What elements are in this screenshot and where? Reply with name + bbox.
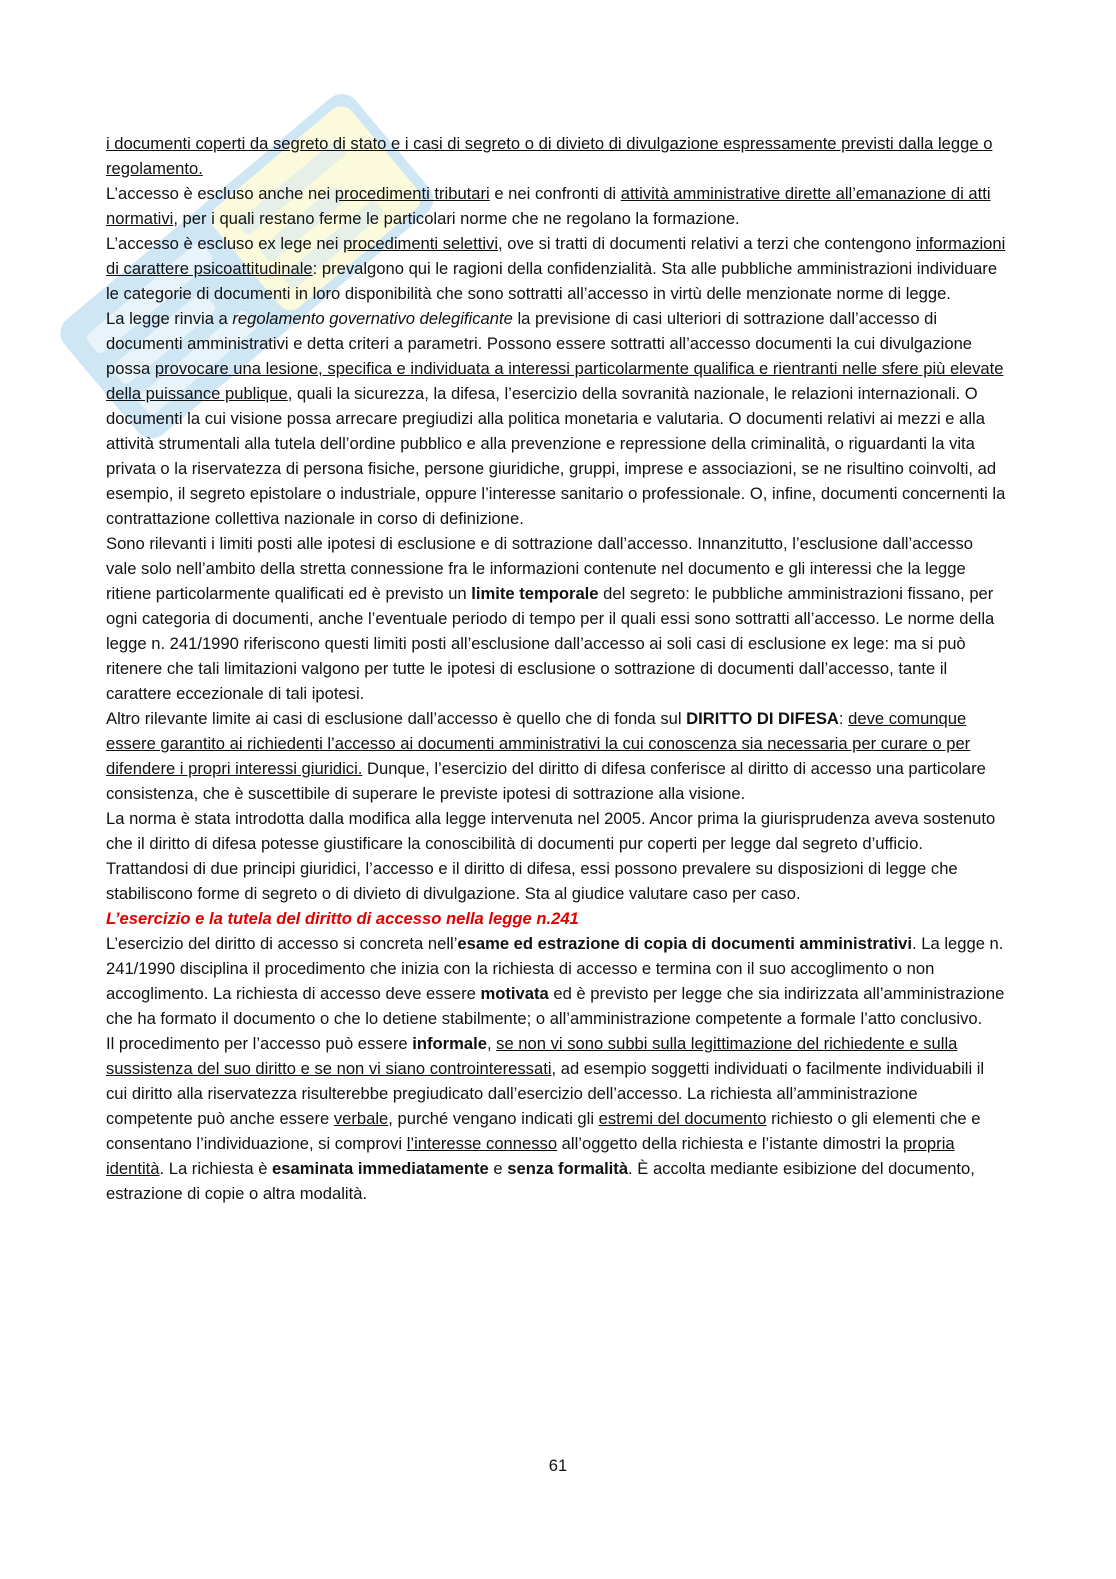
paragraph — [106, 181, 1006, 231]
text-segment: Sono rilevanti i limiti posti alle ipotesi di esclusione e di sottrazione dall’accesso. Innanzitutto, l’esclusione dall’accesso vale solo nell’ambito della stretta connessione fra le informazioni contenute nel documento e gli interessi che la legge ritiene particolarmente qualificati ed è previsto un — [106, 534, 974, 603]
paragraph — [106, 131, 1006, 181]
text-segment: del segreto: le pubbliche amministrazioni fissano, per ogni categoria di documenti, anche l’eventuale periodo di tempo per il quali essi sono sottratti all’accesso. Le norme della legge n. 241/1990 riferiscono questi limiti posti all’esclusione dall’accesso ai soli casi di esclusione ex lege: ma si può ritenere che tali limitazioni valgono per tutte le ipotesi di esclusione o sottrazione di documenti dall’accesso, tante il carattere eccezionale di tali ipotesi. — [106, 584, 995, 703]
text-segment: regolamento governativo delegificante — [232, 309, 513, 328]
text-segment: , ove si tratti di documenti relativi a terzi che contengono — [498, 234, 916, 253]
text-segment: ed è previsto per legge che sia indirizzata all’amministrazione che ha formato il documento o che lo detiene stabilmente; o all’amministrazione competente a formale l’atto conclusivo. — [106, 984, 1005, 1028]
text-segment: se non vi sono subbi sulla legittimazione del richiedente e sulla sussistenza del suo diritto e se non vi siano controinteressati — [106, 1034, 958, 1078]
text-segment: . La richiesta è — [159, 1159, 273, 1178]
text-segment: Il procedimento per l’accesso può essere — [106, 1034, 413, 1053]
text-segment: L’esercizio e la tutela del diritto di accesso nella legge n.241 — [106, 909, 579, 928]
document-body — [106, 131, 1006, 1206]
text-segment: estremi del documento — [598, 1109, 767, 1128]
text-segment: La norma è stata introdotta dalla modifica alla legge intervenuta nel 2005. Ancor prima la giurisprudenza aveva sostenuto che il diritto di difesa potesse giustificare la conoscibilità di documenti pur coperti per legge dal segreto d’ufficio. Trattandosi di due principi giuridici, l’accesso e il diritto di difesa, essi possono prevalere su disposizioni di legge che stabiliscono forme di segreto o di divieto di divulgazione. Sta al giudice valutare caso per caso. — [106, 809, 996, 903]
text-segment: e nei confronti di — [489, 184, 621, 203]
text-segment: propria identità — [106, 1134, 955, 1178]
text-segment: informale — [412, 1034, 487, 1053]
paragraph — [106, 931, 1006, 1031]
text-segment: senza formalità — [507, 1159, 629, 1178]
text-segment: procedimenti tributari — [334, 184, 490, 203]
paragraph — [106, 706, 1006, 806]
text-segment: . È accolta mediante esibizione del documento, estrazione di copie o altra modalità. — [106, 1159, 975, 1203]
text-segment: richiesto o gli elementi che e consentano l’individuazione, si comprovi — [106, 1109, 981, 1153]
text-segment: Altro rilevante limite ai casi di esclusione dall’accesso è quello che di fonda sul — [106, 709, 687, 728]
text-segment: L’accesso è escluso anche nei — [106, 184, 335, 203]
paragraph — [106, 231, 1006, 306]
text-segment: e — [488, 1159, 508, 1178]
text-segment: La legge rinvia a — [106, 309, 233, 328]
text-segment: : prevalgono qui le ragioni della confidenzialità. Sta alle pubbliche amministrazioni individuare le categorie di documenti in loro disponibilità che sono sottratti all’accesso in virtù delle menzionate norme di legge. — [106, 259, 998, 303]
text-segment: informazioni di carattere psicoattitudinale — [106, 234, 1006, 278]
paragraph — [106, 1031, 1006, 1206]
text-segment: L’esercizio del diritto di accesso si concreta nell’ — [106, 934, 458, 953]
text-segment: : — [838, 709, 849, 728]
paragraph — [106, 306, 1006, 531]
text-segment: , per i quali restano ferme le particolari norme che ne regolano la formazione. — [173, 209, 740, 228]
text-segment: attività amministrative dirette all’emanazione di atti normativi — [106, 184, 991, 228]
text-segment: esame ed estrazione di copia di documenti amministrativi — [457, 934, 913, 953]
text-segment: DIRITTO DI DIFESA — [686, 709, 839, 728]
text-segment: Dunque, l’esercizio del diritto di difesa conferisce al diritto di accesso una particolare consistenza, che è suscettibile di superare le previste ipotesi di sottrazione alla visione. — [106, 759, 986, 803]
text-segment: procedimenti selettivi — [343, 234, 499, 253]
text-segment: limite temporale — [471, 584, 599, 603]
text-segment: , quali la sicurezza, la difesa, l’esercizio della sovranità nazionale, le relazioni internazionali. O documenti la cui visione possa arrecare pregiudizi alla politica monetaria e valutaria. O documenti relativi ai mezzi e alla attività strumentali alla tutela dell’ordine pubblico e alla prevenzione e repressione della criminalità, o riguardanti la vita privata o la riservatezza di persona fisiche, persone giuridiche, gruppi, imprese e associazioni, se ne risultino coinvolti, ad esempio, il segreto epistolare o industriale, oppure l’interesse sanitario o professionale. O, infine, documenti concernenti la contrattazione collettiva nazionale in corso di definizione. — [106, 384, 1006, 528]
section-heading — [106, 906, 1006, 931]
text-segment: motivata — [480, 984, 549, 1003]
paragraph — [106, 531, 1006, 706]
text-segment: , — [486, 1034, 497, 1053]
page-number: 61 — [548, 1456, 568, 1475]
text-segment: l’interesse connesso — [406, 1134, 558, 1153]
text-segment: verbale — [333, 1109, 389, 1128]
text-segment: L’accesso è escluso ex lege nei — [106, 234, 344, 253]
text-segment: all’oggetto della richiesta e l’istante dimostri la — [557, 1134, 903, 1153]
text-segment: provocare una lesione, specifica e individuata a interessi particolarmente qualifica e rientranti nelle sfere più elevate della puissance publique — [106, 359, 1004, 403]
text-segment: , ad esempio soggetti individuati o facilmente individuabili il cui diritto alla riservatezza risulterebbe pregiudicato dall’esercizio dell’accesso. La richiesta all’amministrazione competente può anche essere — [106, 1059, 985, 1128]
text-segment: i documenti coperti da segreto di stato e i casi di segreto o di divieto di divulgazione espressamente previsti dalla legge o regolamento. — [106, 134, 993, 178]
text-segment: la previsione di casi ulteriori di sottrazione dall’accesso di documenti amministrativi e detta criteri a parametri. Possono essere sottratti all’accesso documenti la cui divulgazione possa — [106, 309, 973, 378]
text-segment: , purché vengano indicati gli — [388, 1109, 599, 1128]
text-segment: deve comunque essere garantito ai richiedenti l’accesso ai documenti amministrativi la cui conoscenza sia necessaria per curare o per difendere i propri interessi giuridici. — [106, 709, 971, 778]
text-segment: esaminata immediatamente — [272, 1159, 489, 1178]
text-segment: . La legge n. 241/1990 disciplina il procedimento che inizia con la richiesta di accesso e termina con il suo accoglimento o non accoglimento. La richiesta di accesso deve essere — [106, 934, 1004, 1003]
paragraph — [106, 806, 1006, 906]
